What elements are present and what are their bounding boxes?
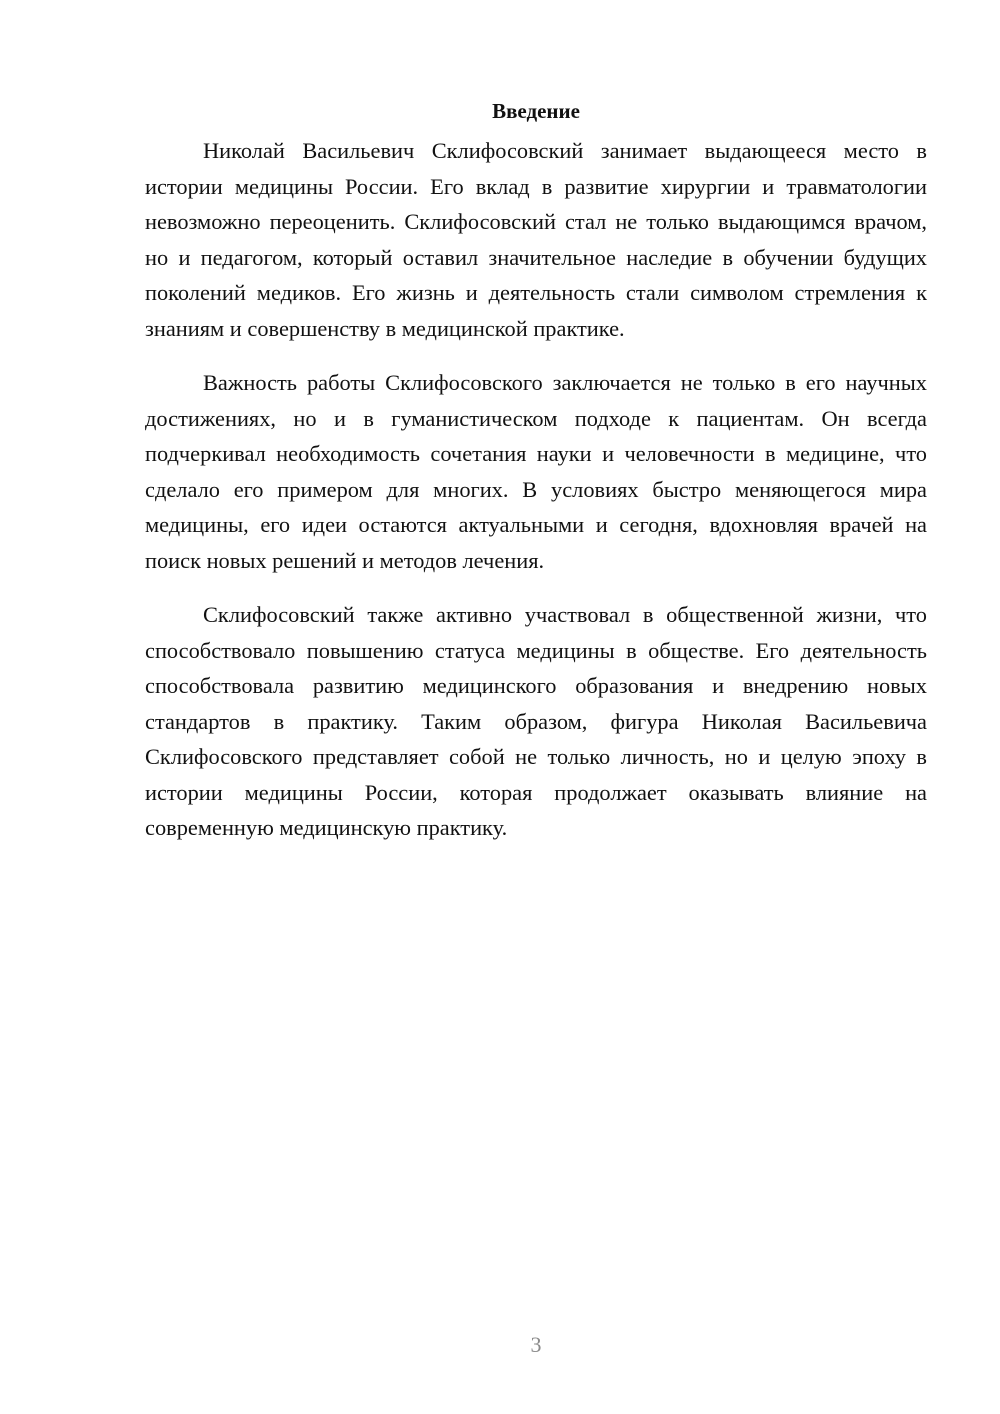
document-body (145, 94, 927, 865)
page-number: 3 (530, 1332, 542, 1357)
paragraph-3: Склифосовский также активно участвовал в общественной жизни, что способствовало повышению статуса медицины в обществе. Его деятельность способствовала развитию медицинского образования и внедрению новых стандартов в практику. Таким образом, фигура Николая Васильевича Склифосовского представляет собой не только личность, но и целую эпоху в истории медицины России, которая продолжает оказывать влияние на современную медицинскую практику. (145, 602, 927, 840)
paragraph-2: Важность работы Склифосовского заключается не только в его научных достижениях, но и в гуманистическом подходе к пациентам. Он всегда подчеркивал необходимость сочетания науки и человечности в медицине, что сделало его примером для многих. В условиях быстро меняющегося мира медицины, его идеи остаются актуальными и сегодня, вдохновляя врачей на поиск новых решений и методов лечения. (145, 370, 927, 573)
paragraph-1: Николай Васильевич Склифосовский занимает выдающееся место в истории медицины России. Его вклад в развитие хирургии и травматологии невозможно переоценить. Склифосовский стал не только выдающимся врачом, но и педагогом, который оставил значительное наследие в обучении будущих поколений медиков. Его жизнь и деятельность стали символом стремления к знаниям и совершенству в медицинской практике. (145, 138, 927, 341)
page-title: Введение (492, 99, 580, 123)
